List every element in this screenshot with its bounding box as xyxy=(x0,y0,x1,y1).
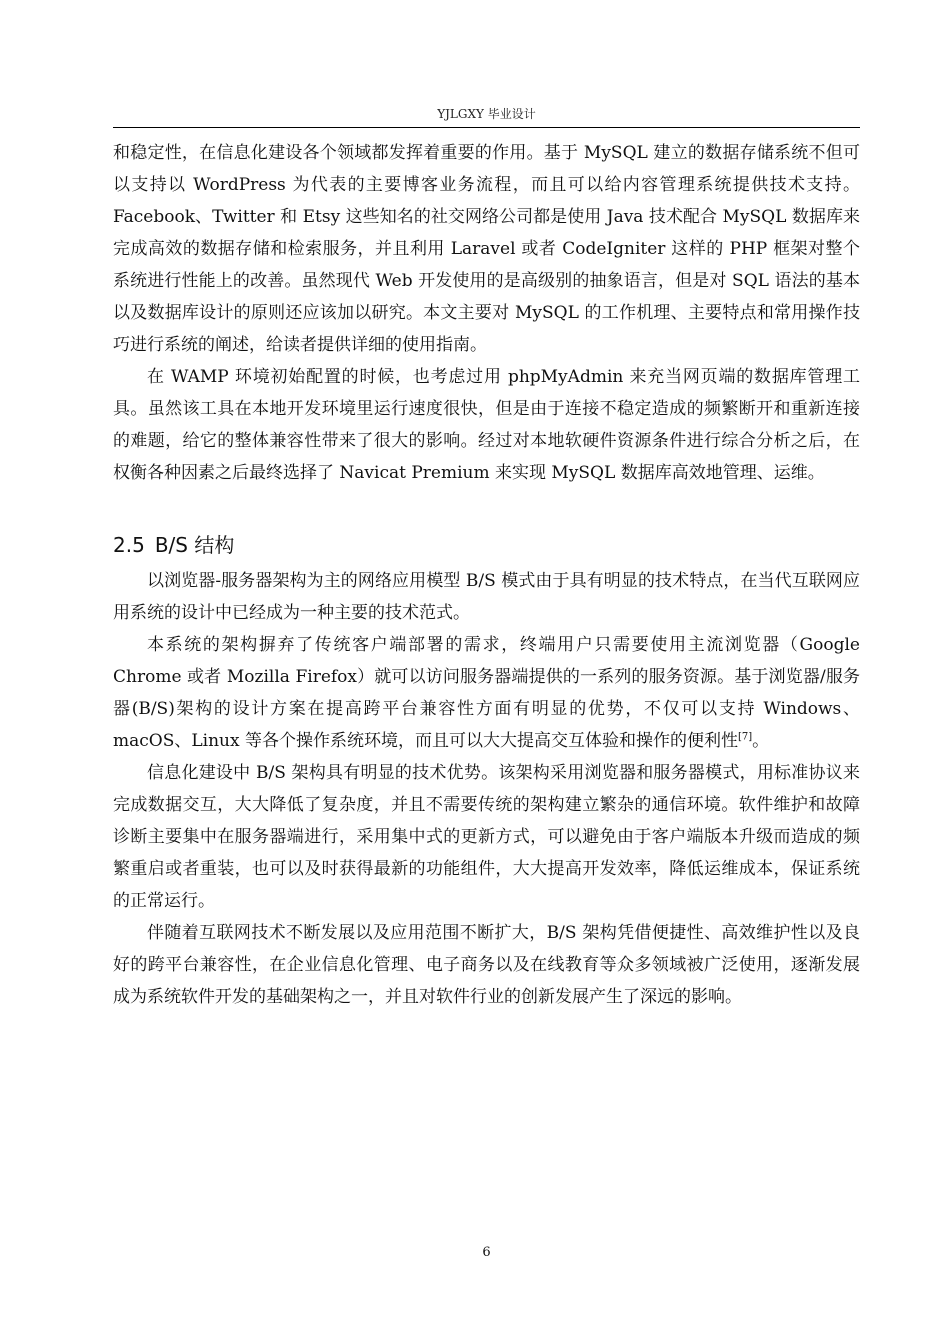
paragraph-bs-architecture-text: 本系统的架构摒弃了传统客户端部署的需求，终端用户只需要使用主流浏览器（Google Chrome 或者 Mozilla Firefox）就可以访问服务器端提供的一系列的服务资源。基于浏览器/服务器(B/S)架构的设计方案在提高跨平台兼容性方面有明显的优势，不仅可以支持 Windows、macOS、Linux 等各个操作系统环境，而且可以大大提高交互体验和操作的便利性 xyxy=(113,635,860,751)
section-title: B/S 结构 xyxy=(154,533,235,557)
citation-trail: 。 xyxy=(752,731,770,751)
section-number: 2.5 xyxy=(113,533,145,557)
page-body xyxy=(113,137,860,1013)
paragraph-bs-advantages: 信息化建设中 B/S 架构具有明显的技术优势。该架构采用浏览器和服务器模式，用标准协议来完成数据交互，大大降低了复杂度，并且不需要传统的架构建立繁杂的通信环境。软件维护和故障诊断主要集中在服务器端进行，采用集中式的更新方式，可以避免由于客户端版本升级而造成的频繁重启或者重装，也可以及时获得最新的功能组件，大大提高开发效率，降低运维成本，保证系统的正常运行。 xyxy=(113,763,860,911)
page-number: 6 xyxy=(482,1245,491,1260)
paragraph-continued: 和稳定性，在信息化建设各个领域都发挥着重要的作用。基于 MySQL 建立的数据存储系统不但可以支持以 WordPress 为代表的主要博客业务流程，而且可以给内容管理系统提供技术支持。Facebook、Twitter 和 Etsy 这些知名的社交网络公司都是使用 Java 技术配合 MySQL 数据库来完成高效的数据存储和检索服务，并且利用 Laravel 或者 CodeIgniter 这样的 PHP 框架对整个系统进行性能上的改善。虽然现代 Web 开发使用的是高级别的抽象语言，但是对 SQL 语法的基本以及数据库设计的原则还应该加以研究。本文主要对 MySQL 的工作机理、主要特点和常用操作技巧进行系统的阐述，给读者提供详细的使用指南。 xyxy=(113,143,860,355)
header-rule xyxy=(113,127,860,128)
paragraph-wamp: 在 WAMP 环境初始配置的时候，也考虑过用 phpMyAdmin 来充当网页端的数据库管理工具。虽然该工具在本地开发环境里运行速度很快，但是由于连接不稳定造成的频繁断开和重新连接的难题，给它的整体兼容性带来了很大的影响。经过对本地软硬件资源条件进行综合分析之后，在权衡各种因素之后最终选择了 Navicat Premium 来实现 MySQL 数据库高效地管理、运维。 xyxy=(113,367,860,483)
page-header: YJLGXY 毕业设计 xyxy=(437,107,536,121)
paragraph-bs-development: 伴随着互联网技术不断发展以及应用范围不断扩大，B/S 架构凭借便捷性、高效维护性以及良好的跨平台兼容性，在企业信息化管理、电子商务以及在线教育等众多领域被广泛使用，逐渐发展成为系统软件开发的基础架构之一，并且对软件行业的创新发展产生了深远的影响。 xyxy=(113,923,860,1007)
paragraph-bs-architecture xyxy=(113,629,860,757)
paragraph-bs-intro: 以浏览器-服务器架构为主的网络应用模型 B/S 模式由于具有明显的技术特点，在当代互联网应用系统的设计中已经成为一种主要的技术范式。 xyxy=(113,571,860,623)
section-heading xyxy=(113,527,860,563)
citation-mark: [7] xyxy=(737,731,753,743)
